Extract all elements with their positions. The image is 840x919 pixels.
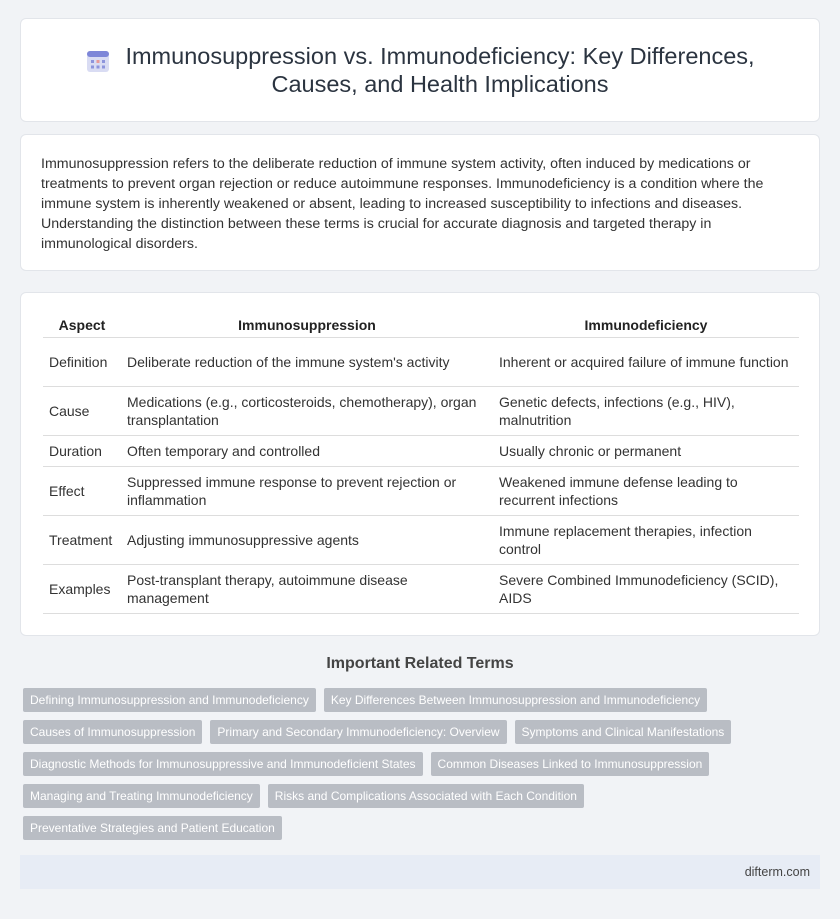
related-term-tag[interactable]: Key Differences Between Immunosuppression and Immunodeficiency [324,688,707,712]
page-title-line1: Immunosuppression vs. Immunodeficiency: Key Differences, [125,43,755,69]
intro-card [20,134,820,271]
footer-site-link[interactable]: difterm.com [744,865,810,879]
cell-immunosuppression: Adjusting immunosuppressive agents [121,516,493,565]
related-term-tag[interactable]: Symptoms and Clinical Manifestations [515,720,732,744]
header-aspect: Aspect [43,313,121,338]
cell-aspect: Definition [43,338,121,387]
related-term-tag[interactable]: Risks and Complications Associated with Each Condition [268,784,584,808]
related-terms-tags [23,688,813,840]
table-row [43,565,799,614]
calendar-grid-icon [85,48,111,74]
related-term-tag[interactable]: Defining Immunosuppression and Immunodeficiency [23,688,316,712]
related-term-tag[interactable]: Causes of Immunosuppression [23,720,202,744]
related-term-tag[interactable]: Preventative Strategies and Patient Education [23,816,282,840]
cell-immunosuppression: Suppressed immune response to prevent rejection or inflammation [121,467,493,516]
related-term-tag[interactable]: Primary and Secondary Immunodeficiency: Overview [210,720,506,744]
table-row [43,436,799,467]
cell-immunosuppression: Post-transplant therapy, autoimmune disease management [121,565,493,614]
cell-immunosuppression: Medications (e.g., corticosteroids, chemotherapy), organ transplantation [121,387,493,436]
cell-immunodeficiency: Usually chronic or permanent [493,436,799,467]
cell-aspect: Cause [43,387,121,436]
cell-aspect: Effect [43,467,121,516]
table-row [43,467,799,516]
cell-immunosuppression: Often temporary and controlled [121,436,493,467]
table-row [43,516,799,565]
intro-paragraph: Immunosuppression refers to the deliberate reduction of immune system activity, often induced by medications or treatments to prevent organ rejection or reduce autoimmune responses. Immunodeficiency is a condition where the immune system is inherently weakened or absent, leading to increased susceptibility to infections and diseases. Understanding the distinction between these terms is crucial for accurate diagnosis and targeted therapy in immunological disorders. [41,156,764,252]
table-row [43,387,799,436]
cell-immunodeficiency: Weakened immune defense leading to recurrent infections [493,467,799,516]
header-immunodeficiency: Immunodeficiency [493,313,799,338]
related-term-tag[interactable]: Diagnostic Methods for Immunosuppressive and Immunodeficient States [23,752,423,776]
cell-immunodeficiency: Genetic defects, infections (e.g., HIV), malnutrition [493,387,799,436]
cell-aspect: Treatment [43,516,121,565]
cell-immunodeficiency: Immune replacement therapies, infection control [493,516,799,565]
page-title-line2: Causes, and Health Implications [271,71,609,97]
table-header-row [43,313,799,338]
cell-immunosuppression: Deliberate reduction of the immune system's activity [121,338,493,387]
cell-aspect: Duration [43,436,121,467]
header-immunosuppression: Immunosuppression [121,313,493,338]
comparison-table [43,313,799,614]
related-term-tag[interactable]: Common Diseases Linked to Immunosuppression [431,752,710,776]
cell-immunodeficiency: Inherent or acquired failure of immune function [493,338,799,387]
footer [20,855,820,889]
comparison-table-card [20,292,820,636]
related-terms-title: Important Related Terms [326,655,514,672]
cell-aspect: Examples [43,565,121,614]
page-title [125,42,754,98]
header-card [20,18,820,122]
table-row [43,338,799,387]
related-term-tag[interactable]: Managing and Treating Immunodeficiency [23,784,260,808]
cell-immunodeficiency: Severe Combined Immunodeficiency (SCID), AIDS [493,565,799,614]
